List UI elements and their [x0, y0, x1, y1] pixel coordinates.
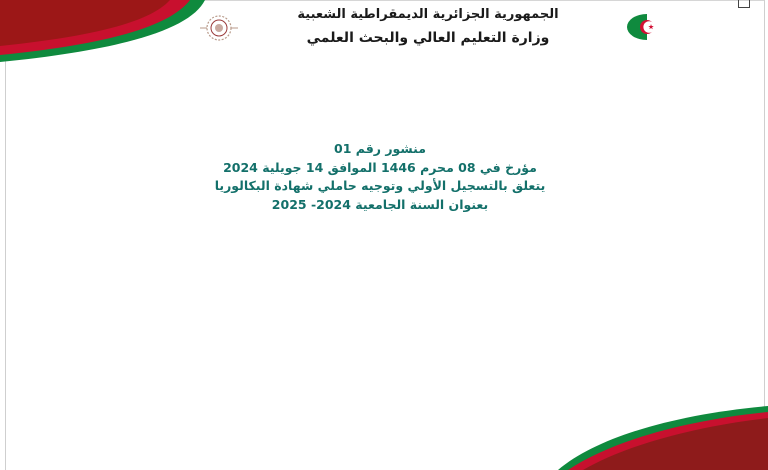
bottom-right-wave-decoration	[558, 406, 768, 470]
ministry-emblem-icon	[196, 13, 242, 43]
circular-number: منشور رقم 01	[334, 141, 426, 156]
algeria-flag-icon	[626, 13, 668, 41]
academic-year: بعنوان السنة الجامعية 2024- 2025	[271, 196, 489, 212]
circular-date: مؤرخ في 08 محرم 1446 الموافق 14 جويلية 2024	[223, 159, 537, 175]
republic-title: الجمهورية الجزائرية الديمقراطية الشعبية	[297, 7, 559, 22]
corner-mark-icon	[738, 0, 750, 8]
top-left-wave-decoration	[0, 0, 215, 68]
header	[250, 4, 606, 50]
ministry-title: وزارة التعليم العالي والبحث العلمي	[306, 30, 550, 46]
document-title-block	[170, 140, 590, 214]
frame-right-border	[764, 0, 765, 470]
frame-left-border	[5, 0, 6, 470]
circular-subject: يتعلق بالتسجيل الأولي وتوجيه حاملي شهادة البكالوريا	[214, 178, 546, 193]
